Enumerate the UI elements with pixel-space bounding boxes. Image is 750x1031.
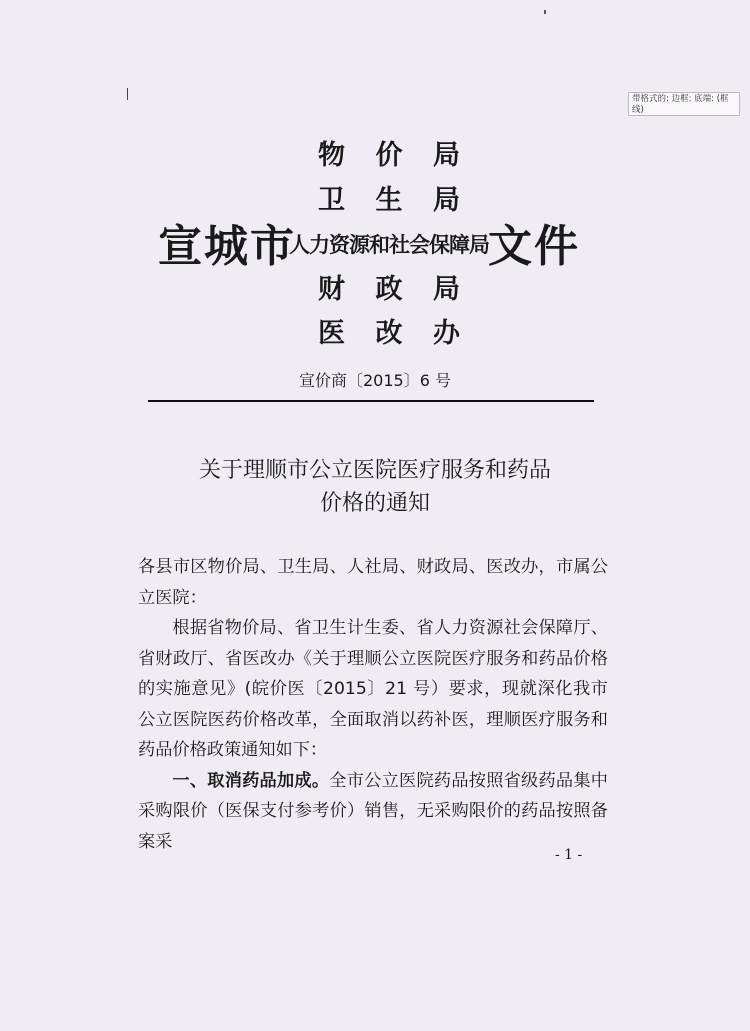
agency-reform-office [296, 312, 482, 357]
header-suffix: 文件 [488, 221, 580, 272]
margin-mark [127, 88, 128, 100]
title-line-1: 关于理顺市公立医院医疗服务和药品 [198, 458, 551, 483]
page-number: - 1 - [555, 847, 583, 863]
agency-char: 局 [433, 140, 460, 171]
agency-char: 卫 [318, 184, 345, 216]
header-agencies [289, 134, 489, 357]
agency-char: 政 [375, 273, 403, 305]
agency-hr-bureau: 人力资源和社会保障局 [289, 232, 489, 257]
agency-char: 生 [375, 184, 403, 216]
section-1-text: 全市公立医院药品按照省级药品集中采购限价（医保支付参考价）销售，无采购限价的药品按照备案采 [138, 770, 608, 852]
addressee: 各县市区物价局、卫生局、人社局、财政局、医改办，市属公立医院： [138, 557, 608, 608]
agency-char: 改 [375, 318, 403, 349]
agency-char: 物 [318, 140, 345, 171]
section-1 [138, 766, 608, 858]
agency-char: 局 [433, 273, 460, 305]
header-city: 宣城市 [158, 221, 296, 272]
title-line-2: 价格的通知 [319, 491, 430, 516]
document-body [138, 552, 608, 857]
agency-char: 办 [433, 318, 460, 349]
agency-health-bureau [296, 179, 482, 224]
document-title [0, 454, 750, 520]
format-comment[interactable]: 带格式的: 边框: 底端: (框线) [628, 92, 740, 116]
section-1-heading: 一、取消药品加成。 [172, 770, 330, 791]
agency-char: 局 [433, 184, 460, 216]
agency-char: 医 [318, 318, 345, 349]
document-number: 宣价商〔2015〕6 号 [299, 371, 451, 390]
agency-price-bureau [296, 134, 482, 179]
agency-char: 价 [375, 140, 403, 171]
header-divider [148, 400, 594, 402]
agency-char: 财 [318, 273, 345, 305]
scan-speck [544, 10, 546, 14]
agency-finance-bureau [296, 268, 482, 313]
paragraph-1: 根据省物价局、省卫生计生委、省人力资源社会保障厅、省财政厅、省医改办《关于理顺公立医院医疗服务和药品价格的实施意见》(皖价医〔2015〕21 号）要求，现就深化我市公立医院医药价格改革，全面取消以药补医，理顺医疗服务和药品价格政策通知如下： [138, 618, 608, 760]
